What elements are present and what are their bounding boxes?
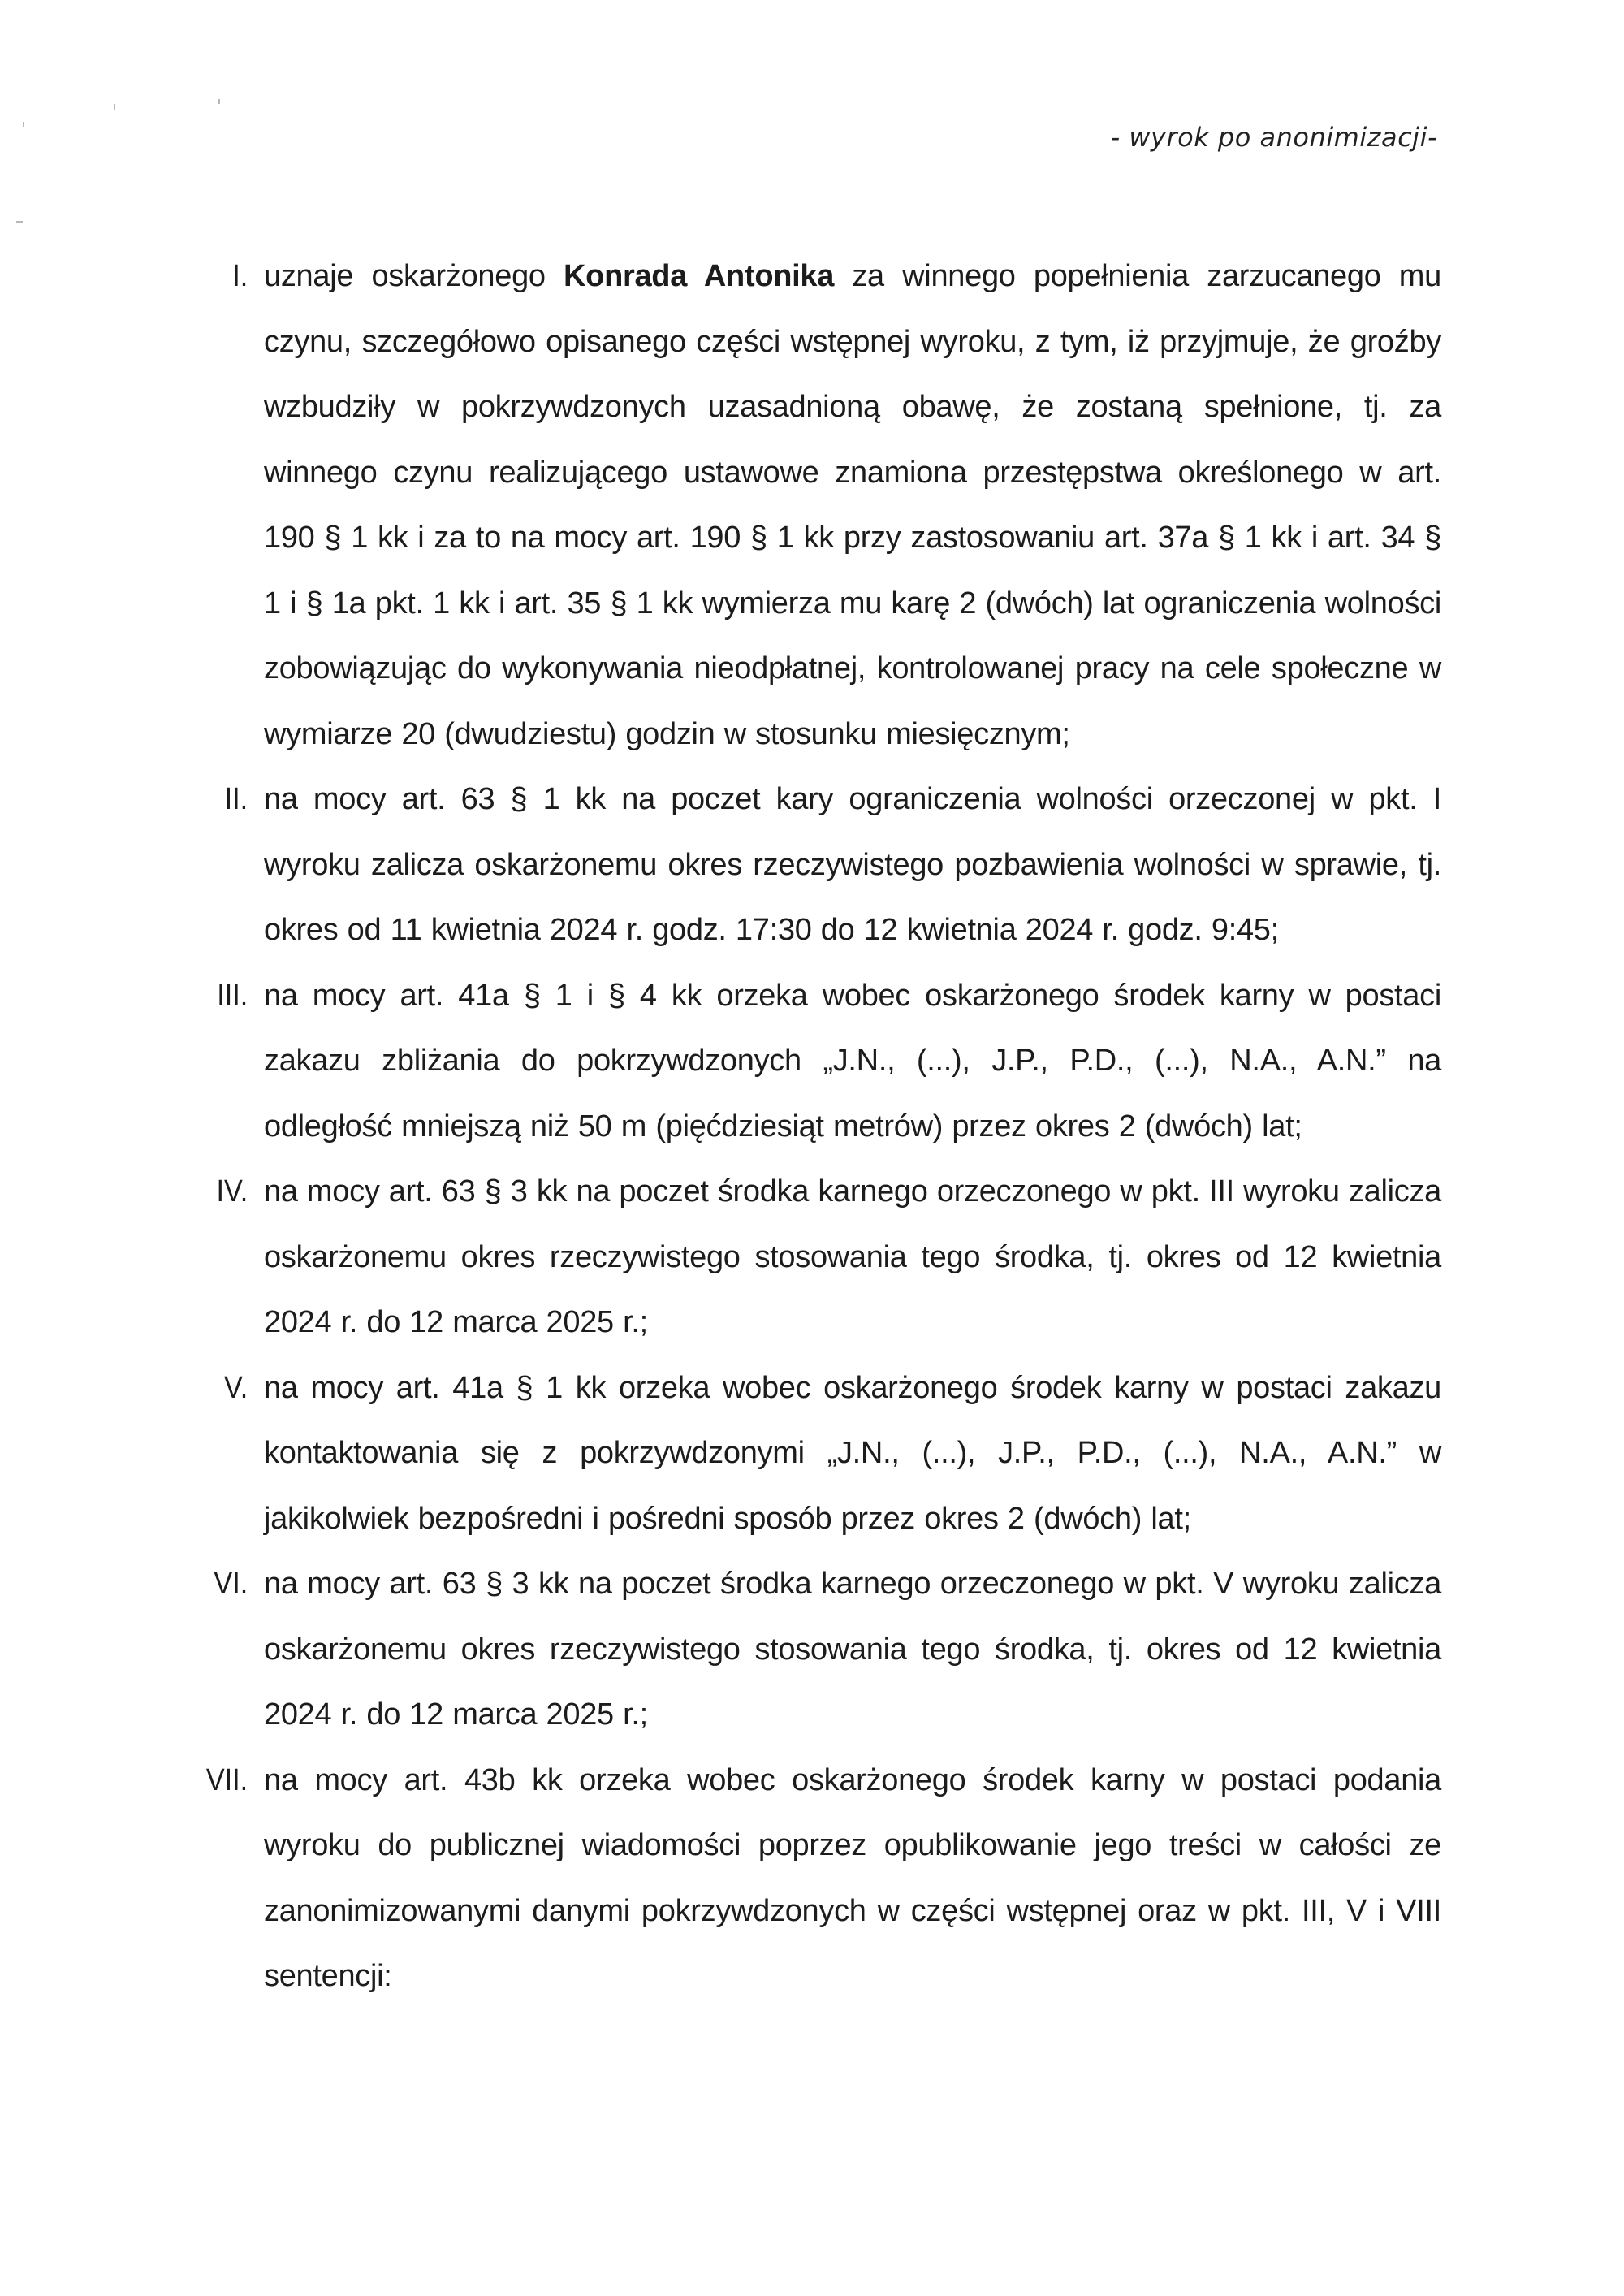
scan-artifact: [114, 104, 115, 110]
verdict-point-7: [187, 1748, 1441, 2009]
scan-artifact: [16, 221, 23, 223]
point-numeral: VI.: [214, 1567, 248, 1601]
verdict-point-1: [187, 244, 1441, 767]
verdict-points-list: [187, 244, 1441, 2009]
point-numeral: I.: [232, 259, 248, 293]
verdict-point-3: [187, 963, 1441, 1160]
point-numeral: VII.: [205, 1762, 248, 1797]
point-numeral: III.: [217, 978, 248, 1013]
point-text-after: za winnego popełnienia zarzucanego mu czynu, szczegółowo opisanego części wstępnej wyroku, z tym, iż przyjmuje, że groźby wzbudziły w pokrzywdzonych uzasadnioną obawę, że zostaną spełnione, tj. za winnego czynu realizującego ustawowe znamiona przestępstwa określonego w art. 190 § 1 kk i za to na mocy art. 190 § 1 kk przy zastosowaniu art. 37a § 1 kk i art. 34 § 1 i § 1a pkt. 1 kk i art. 35 § 1 kk wymierza mu karę 2 (dwóch) lat ograniczenia wolności zobowiązując do wykonywania nieodpłatnej, kontrolowanej pracy na cele społeczne w wymiarze 20 (dwudziestu) godzin w stosunku miesięcznym;: [264, 259, 1441, 751]
point-text: [264, 244, 1441, 767]
point-text: na mocy art. 41a § 1 i § 4 kk orzeka wobec oskarżonego środek karny w postaci zakazu zbliżania do pokrzywdzonych „J.N., (...), J.P., P.D., (...), N.A., A.N.” na odległość mniejszą niż 50 m (pięćdziesiąt metrów) przez okres 2 (dwóch) lat;: [264, 978, 1441, 1144]
point-text: na mocy art. 43b kk orzeka wobec oskarżonego środek karny w postaci podania wyroku do publicznej wiadomości poprzez opublikowanie jego treści w całości ze zanonimizowanymi danymi pokrzywdzonych w części wstępnej oraz w pkt. III, V i VIII sentencji:: [264, 1762, 1441, 1993]
point-text: na mocy art. 63 § 1 kk na poczet kary ograniczenia wolności orzeczonej w pkt. I wyroku zalicza oskarżonemu okres rzeczywistego pozbawienia wolności w sprawie, tj. okres od 11 kwietnia 2024 r. godz. 17:30 do 12 kwietnia 2024 r. godz. 9:45;: [264, 782, 1441, 947]
point-text: na mocy art. 63 § 3 kk na poczet środka karnego orzeczonego w pkt. III wyroku zalicza oskarżonemu okres rzeczywistego stosowania tego środka, tj. okres od 12 kwietnia 2024 r. do 12 marca 2025 r.;: [264, 1174, 1441, 1339]
verdict-point-5: [187, 1356, 1441, 1552]
verdict-point-6: [187, 1551, 1441, 1748]
point-numeral: II.: [224, 782, 248, 816]
point-text: na mocy art. 63 § 3 kk na poczet środka karnego orzeczonego w pkt. V wyroku zalicza oskarżonemu okres rzeczywistego stosowania tego środka, tj. okres od 12 kwietnia 2024 r. do 12 marca 2025 r.;: [264, 1567, 1441, 1732]
anonymization-note: - wyrok po anonimizacji-: [1110, 122, 1437, 153]
scan-artifact: [23, 122, 24, 127]
scan-artifact: [218, 99, 220, 104]
verdict-point-4: [187, 1159, 1441, 1356]
point-text-before: uznaje oskarżonego: [264, 259, 564, 293]
point-text: na mocy art. 41a § 1 kk orzeka wobec oskarżonego środek karny w postaci zakazu kontaktowania się z pokrzywdzonymi „J.N., (...), J.P., P.D., (...), N.A., A.N.” w jakikolwiek bezpośredni i pośredni sposób przez okres 2 (dwóch) lat;: [264, 1370, 1441, 1536]
point-numeral: V.: [224, 1370, 248, 1405]
verdict-point-2: [187, 767, 1441, 963]
defendant-name: Konrada Antonika: [564, 259, 835, 293]
point-numeral: IV.: [216, 1174, 248, 1209]
